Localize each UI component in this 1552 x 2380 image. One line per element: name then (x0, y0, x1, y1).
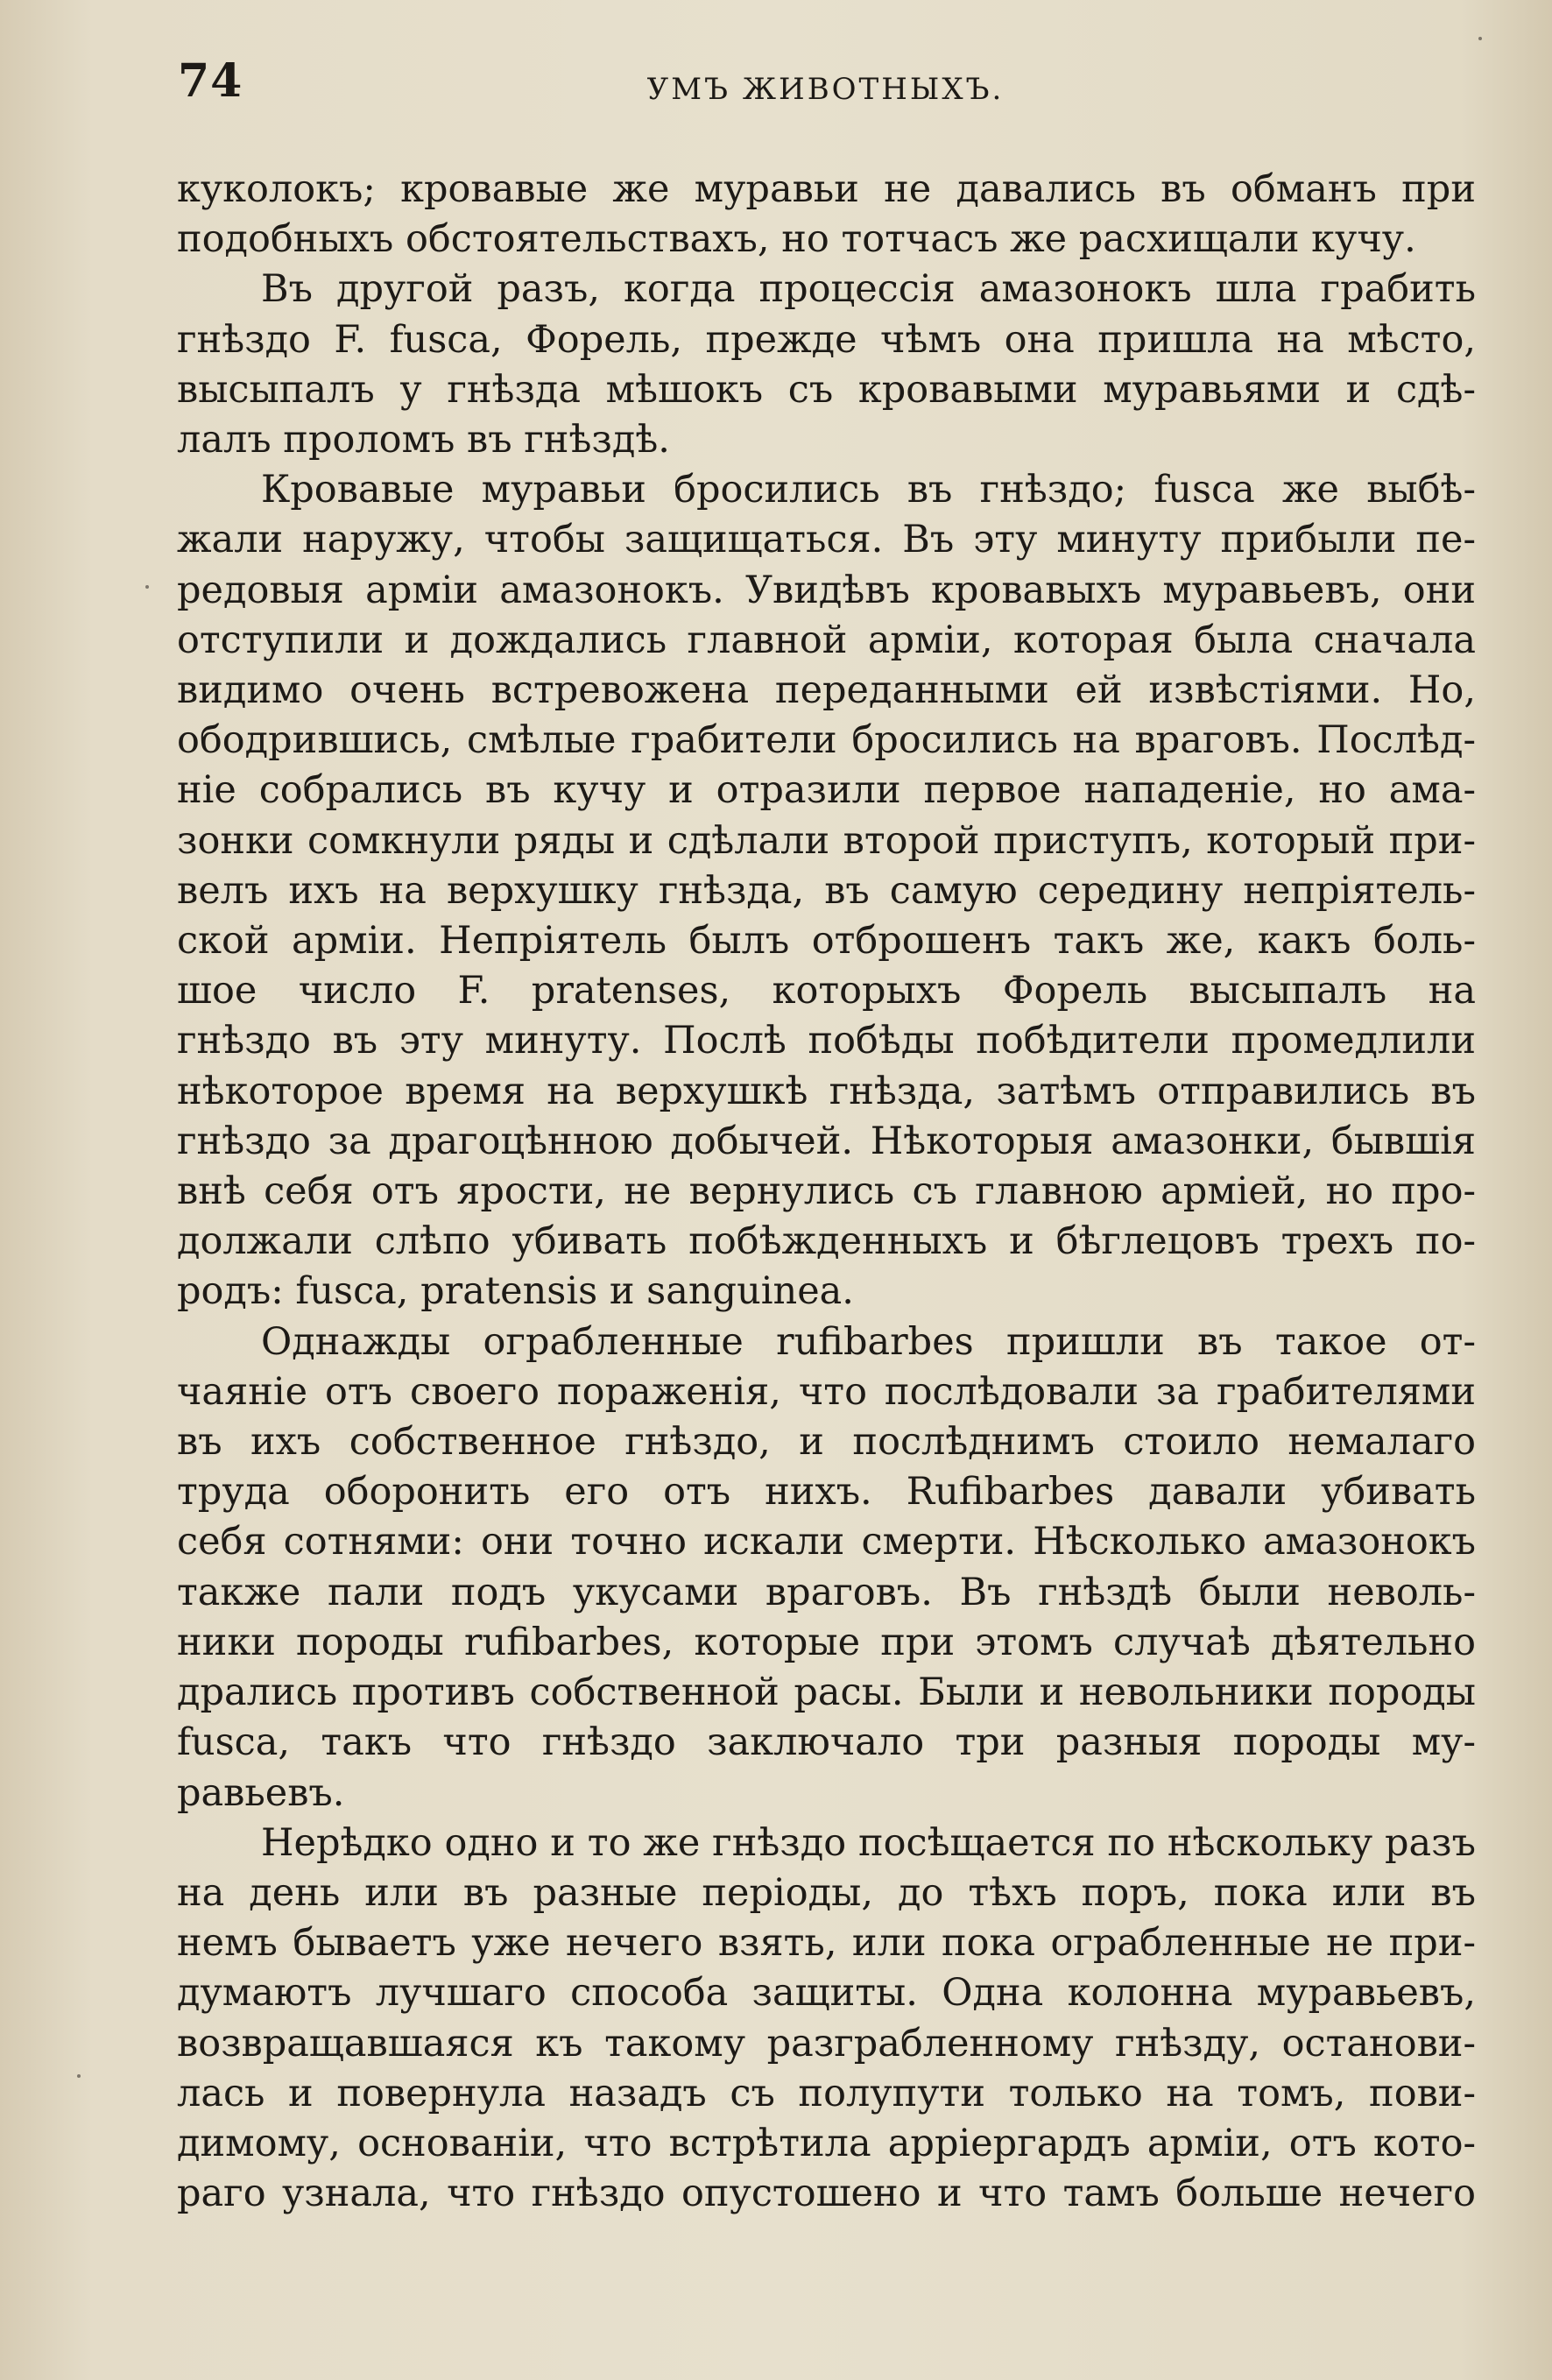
text-line: возвращавшаяся къ такому разграбленному гнѣзду, останови- (177, 2021, 1476, 2066)
text-line: Кровавые муравьи бросились въ гнѣздо; fusca же выбѣ- (261, 468, 1476, 512)
text-line: раго узнала, что гнѣздо опустошено и что тамъ больше нечего (177, 2172, 1476, 2216)
body-text (177, 165, 1476, 2219)
text-line: fusca, такъ что гнѣздо заключало три разныя породы му- (177, 1720, 1476, 1765)
text-line: куколокъ; кровавые же муравьи не давались въ обманъ при (177, 167, 1476, 211)
text-line: ники породы rufibarbes, которые при этомъ случаѣ дѣятельно (177, 1620, 1476, 1664)
text-line: подобныхъ обстоятельствахъ, но тотчасъ же расхищали кучу. (177, 217, 1416, 262)
text-line: высыпалъ у гнѣзда мѣшокъ съ кровавыми муравьями и сдѣ- (177, 367, 1476, 412)
text-line: велъ ихъ на верхушку гнѣзда, въ самую середину непріятель- (177, 868, 1476, 913)
paper-speck (1478, 37, 1482, 40)
text-line: лась и повернула назадъ съ полупути только на томъ, пови- (177, 2071, 1476, 2115)
text-line: равьевъ. (177, 1770, 345, 1815)
text-line: шое число F. pratenses, которыхъ Форель высыпалъ на (177, 969, 1476, 1013)
text-line: дрались противъ собственной расы. Были и невольники породы (177, 1670, 1476, 1715)
text-line: Въ другой разъ, когда процессія амазонокъ шла грабить (261, 267, 1476, 312)
text-line: Нерѣдко одно и то же гнѣздо посѣщается по нѣскольку разъ (261, 1820, 1476, 1865)
running-title: УМЪ ЖИВОТНЫХЪ. (646, 72, 1005, 107)
text-line: ободрившись, смѣлые грабители бросились на враговъ. Послѣд- (177, 718, 1476, 763)
text-line: думаютъ лучшаго способа защиты. Одна колонна муравьевъ, (177, 1971, 1476, 2016)
text-line: ніе собрались въ кучу и отразили первое нападеніе, но ама- (177, 768, 1476, 813)
text-line: немъ бываетъ уже нечего взять, или пока ограбленные не при- (177, 1921, 1476, 1966)
text-line: чаяніе отъ своего пораженія, что послѣдовали за грабителями (177, 1369, 1476, 1414)
text-line: гнѣздо за драгоцѣнною добычей. Нѣкоторыя амазонки, бывшія (177, 1119, 1476, 1163)
text-line: также пали подъ укусами враговъ. Въ гнѣздѣ были неволь- (177, 1570, 1476, 1614)
text-line: отступили и дождались главной арміи, которая была сначала (177, 618, 1476, 662)
text-line: должали слѣпо убивать побѣжденныхъ и бѣглецовъ трехъ по- (177, 1219, 1476, 1264)
text-line: внѣ себя отъ ярости, не вернулись съ главною арміей, но про- (177, 1169, 1476, 1214)
text-line: Однажды ограбленные rufibarbes пришли въ такое от- (261, 1319, 1476, 1364)
text-line: видимо очень встревожена переданными ей извѣстіями. Но, (177, 668, 1476, 713)
text-line: димому, основаніи, что встрѣтила арріергардъ арміи, отъ кото- (177, 2121, 1476, 2165)
paper-speck (145, 585, 149, 589)
text-line: нѣкоторое время на верхушкѣ гнѣзда, затѣмъ отправились въ (177, 1069, 1476, 1113)
text-line: родъ: fusca, pratensis и sanguinea. (177, 1269, 854, 1314)
text-line: себя сотнями: они точно искали смерти. Нѣсколько амазонокъ (177, 1520, 1476, 1564)
text-line: зонки сомкнули ряды и сдѣлали второй приступъ, который при- (177, 818, 1476, 863)
text-line: жали наружу, чтобы защищаться. Въ эту минуту прибыли пе- (177, 518, 1476, 562)
text-line: гнѣздо F. fusca, Форель, прежде чѣмъ она пришла на мѣсто, (177, 317, 1476, 362)
text-line: ской арміи. Непріятель былъ отброшенъ такъ же, какъ боль- (177, 919, 1476, 964)
paper-speck (77, 2074, 81, 2078)
text-line: редовыя арміи амазонокъ. Увидѣвъ кровавыхъ муравьевъ, они (177, 568, 1476, 612)
text-line: лалъ проломъ въ гнѣздѣ. (177, 418, 670, 463)
text-line: въ ихъ собственное гнѣздо, и послѣднимъ стоило немалаго (177, 1420, 1476, 1465)
running-head (171, 54, 1480, 116)
text-line: на день или въ разные періоды, до тѣхъ поръ, пока или въ (177, 1870, 1476, 1915)
text-line: гнѣздо въ эту минуту. Послѣ побѣды побѣдители промедлили (177, 1019, 1476, 1063)
text-line: труда оборонить его отъ нихъ. Rufibarbes давали убивать (177, 1470, 1476, 1515)
page-number: 74 (178, 54, 243, 108)
